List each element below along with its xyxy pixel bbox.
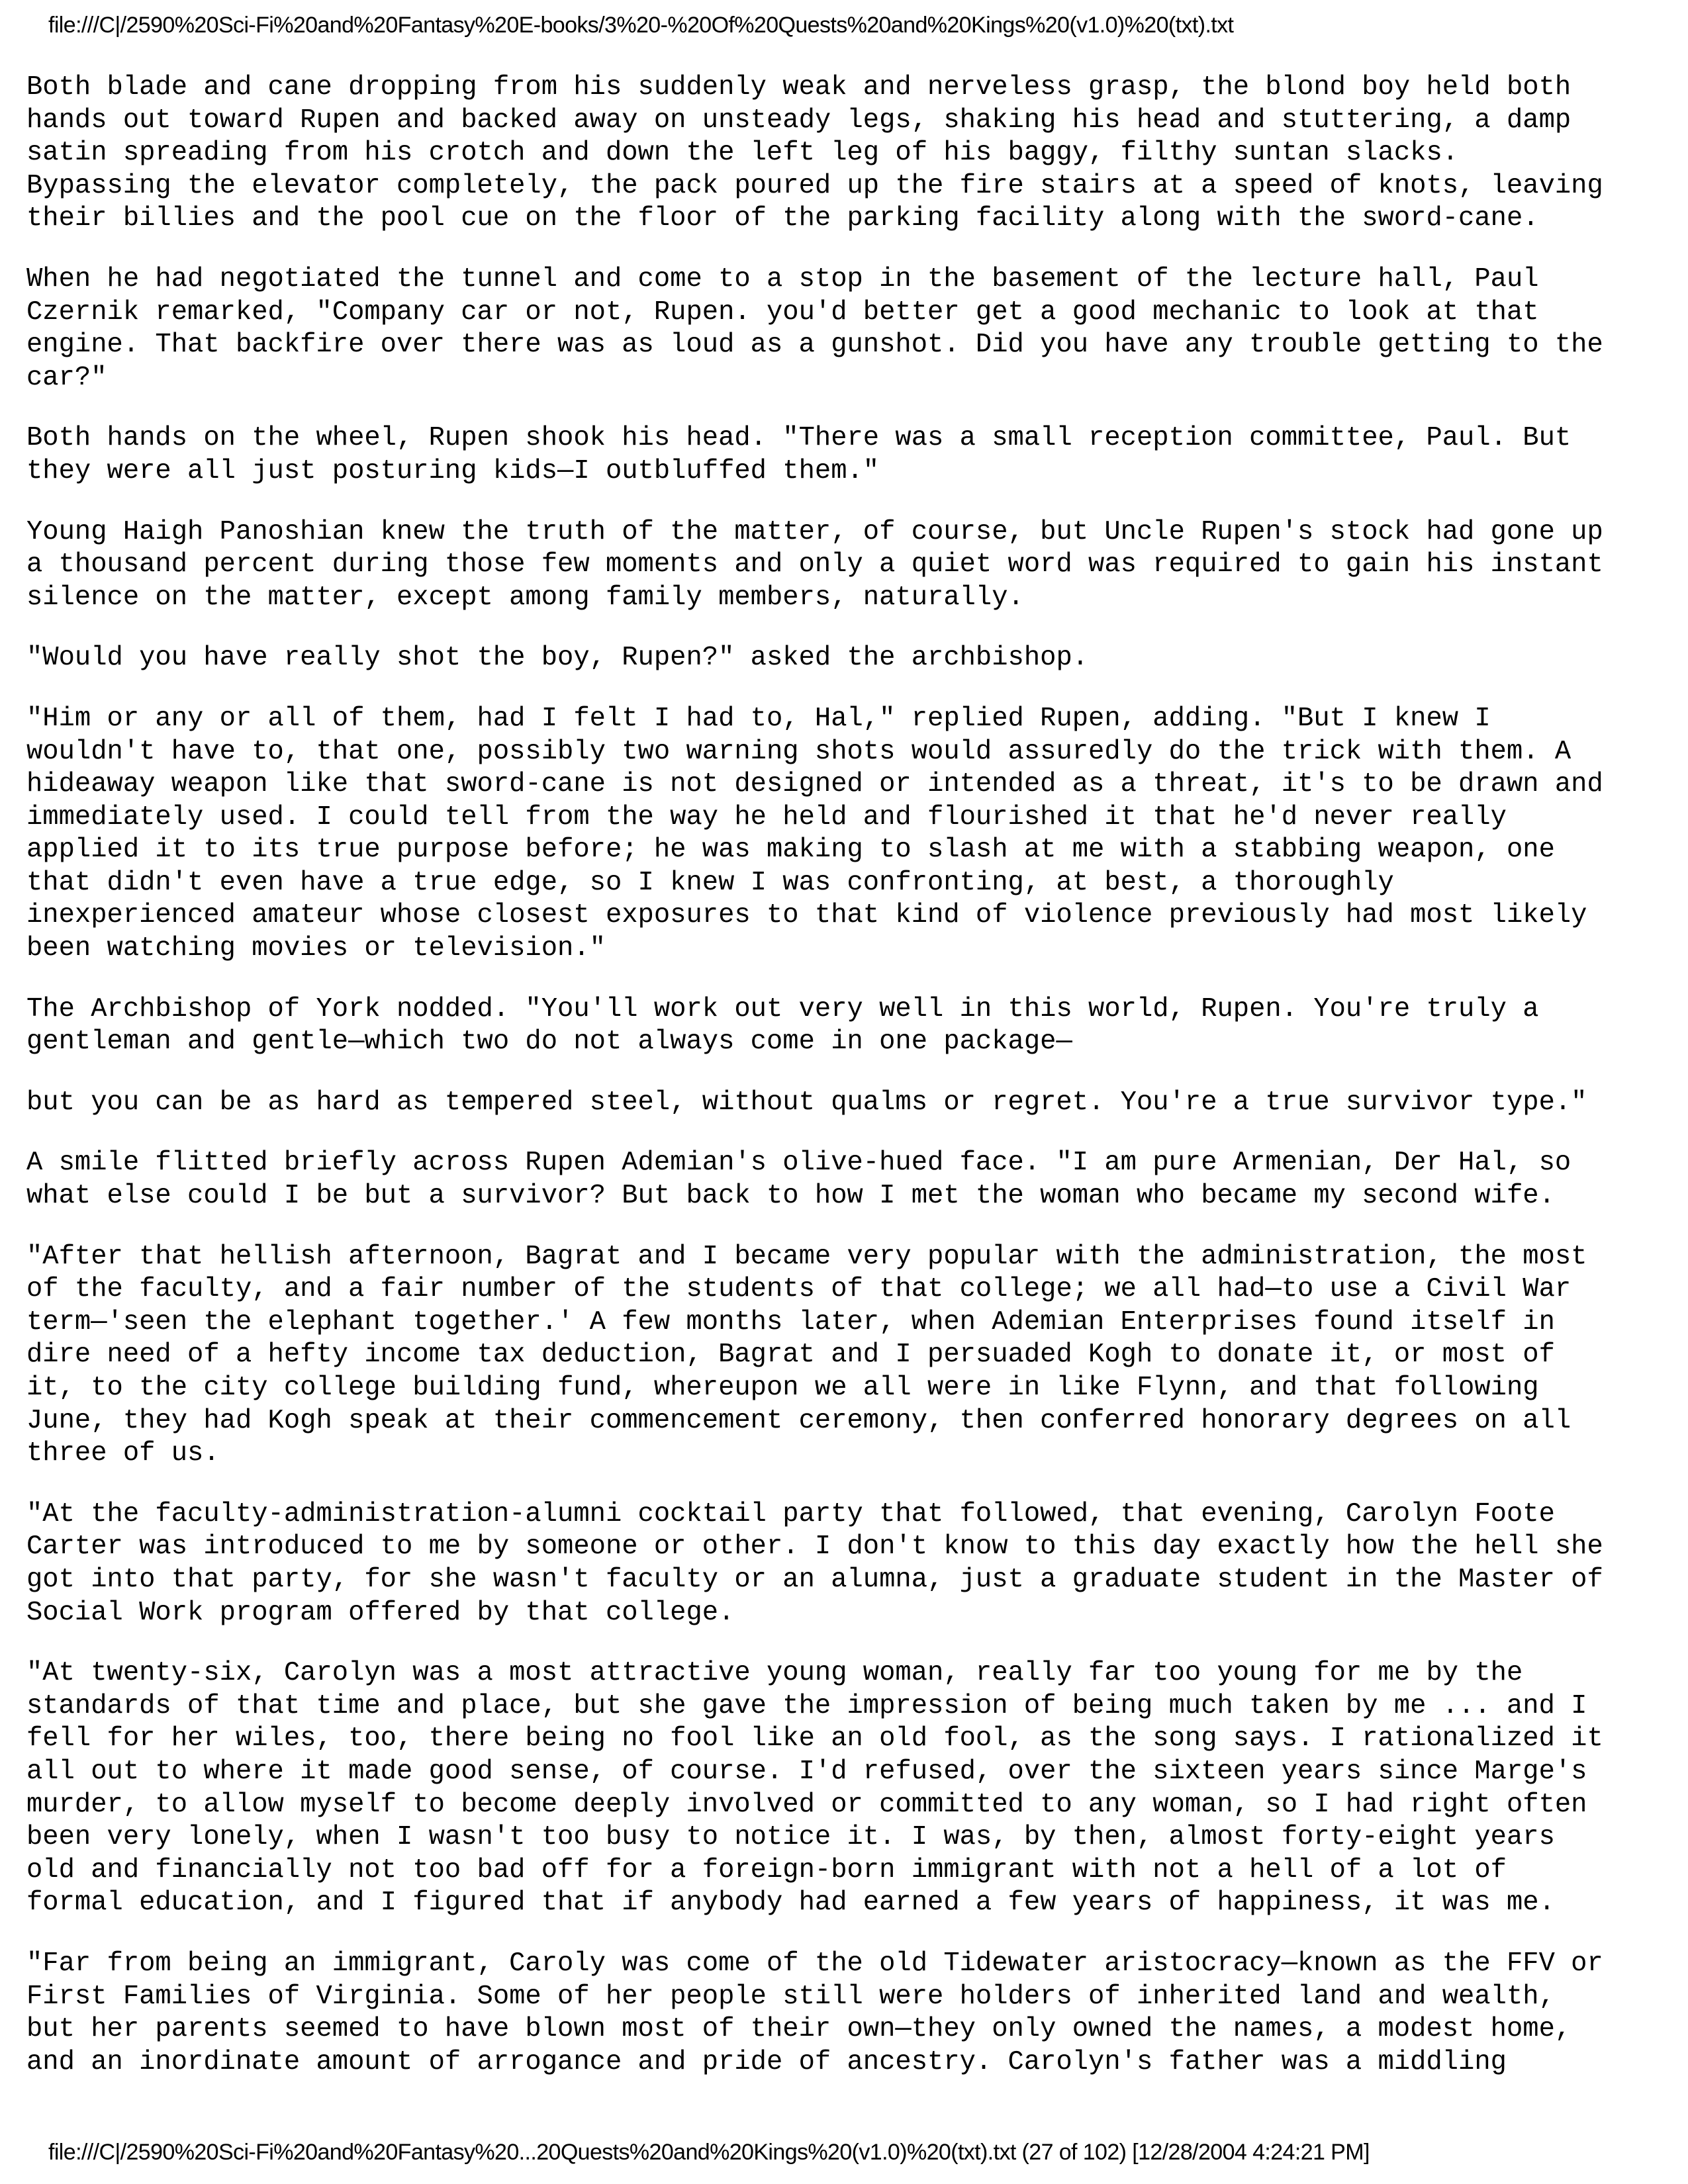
paragraph: Both blade and cane dropping from his suddenly weak and nerveless grasp, the blond boy held both hands out toward Rupen and backed away on unsteady legs, shaking his head and stuttering, a damp satin spreading from his crotch and down the left leg of his baggy, filthy suntan slacks. Bypassing the elevator completely, the pack poured up the fire stairs at a speed of knots, leaving their billies and the pool cue on the floor of the parking facility along with the sword-cane. <box>26 72 1603 234</box>
paragraph: "Would you have really shot the boy, Rupen?" asked the archbishop. <box>26 643 1089 674</box>
paragraph: The Archbishop of York nodded. "You'll work out very well in this world, Rupen. You're truly a gentleman and gentle—which two do not always come in one package— <box>26 993 1539 1058</box>
paragraph: "At twenty-six, Carolyn was a most attractive young woman, really far too young for me by the standards of that time and place, but she gave the impression of being much taken by me ... and I fell for her wiles, too, there being no fool like an old fool, as the song says. I rationalized it all out to where it made good sense, of course. I'd refused, over the sixteen years since Marge's murder, to allow myself to become deeply involved or committed to any woman, so I had right often been very lonely, when I wasn't too busy to notice it. I was, by then, almost forty-eight years old and financially not too bad off for a foreign-born immigrant with not a hell of a lot of formal education, and I figured that if anybody had earned a few years of happiness, it was me. <box>26 1658 1603 1919</box>
paragraph: "Far from being an immigrant, Caroly was come of the old Tidewater aristocracy—known as the FFV or First Families of Virginia. Some of her people still were holders of inherited land and wealth, but her parents seemed to have blown most of their own—they only owned the names, a modest home, and an inordinate amount of arrogance and pride of ancestry. Carolyn's father was a middling <box>26 1948 1603 2077</box>
paragraph: "Him or any or all of them, had I felt I had to, Hal," replied Rupen, adding. "But I knew I wouldn't have to, that one, possibly two warning shots would assuredly do the trick with them. A hideaway weapon like that sword-cane is not designed or intended as a threat, it's to be drawn and immediately used. I could tell from the way he held and flourished it that he'd never really applied it to its true purpose before; he was making to slash at me with a stabbing weapon, one that didn't even have a true edge, so I knew I was confronting, at best, a thoroughly inexperienced amateur whose closest exposures to that kind of violence previously had most likely been watching movies or television." <box>26 703 1603 964</box>
page-footer-url: file:///C|/2590%20Sci-Fi%20and%20Fantasy%20...20Quests%20and%20Kings%20(v1.0)%20(txt).txt (27 of 102) [12/28/2004 4:24:21 PM] <box>48 2140 1370 2165</box>
paragraph: "After that hellish afternoon, Bagrat and I became very popular with the administration, the most of the faculty, and a fair number of the students of that college; we all had—to use a Civil War term—'seen the elephant together.' A few months later, when Ademian Enterprises found itself in dire need of a hefty income tax deduction, Bagrat and I persuaded Kogh to donate it, or most of it, to the city college building fund, whereupon we all were in like Flynn, and that following June, they had Kogh speak at their commencement ceremony, then conferred honorary degrees on all three of us. <box>26 1241 1587 1469</box>
paragraph: "At the faculty-administration-alumni cocktail party that followed, that evening, Carolyn Foote Carter was introduced to me by someone or other. I don't know to this day exactly how the hell she got into that party, for she wasn't faculty or an alumna, just a graduate student in the Master of Social Work program offered by that college. <box>26 1498 1603 1628</box>
paragraph: Both hands on the wheel, Rupen shook his head. "There was a small reception committee, Paul. But they were all just posturing kids—I outbluffed them." <box>26 423 1571 486</box>
paragraph: A smile flitted briefly across Rupen Ademian's olive-hued face. "I am pure Armenian, Der Hal, so what else could I be but a survivor? But back to how I met the woman who became my second wife. <box>26 1148 1571 1212</box>
page-header-url: file:///C|/2590%20Sci-Fi%20and%20Fantasy%20E-books/3%20-%20Of%20Quests%20and%20Kings%20(v1.0)%20(txt).txt <box>48 13 1234 38</box>
document-body <box>26 71 1662 2107</box>
paragraph: When he had negotiated the tunnel and come to a stop in the basement of the lecture hall, Paul Czernik remarked, "Company car or not, Rupen. you'd better get a good mechanic to look at that engine. That backfire over there was as loud as a gunshot. Did you have any trouble getting to the car?" <box>26 263 1603 393</box>
paragraph: Young Haigh Panoshian knew the truth of the matter, of course, but Uncle Rupen's stock had gone up a thousand percent during those few moments and only a quiet word was required to gain his instant silence on the matter, except among family members, naturally. <box>26 516 1603 613</box>
paragraph: but you can be as hard as tempered steel, without qualms or regret. You're a true survivor type." <box>26 1087 1587 1118</box>
